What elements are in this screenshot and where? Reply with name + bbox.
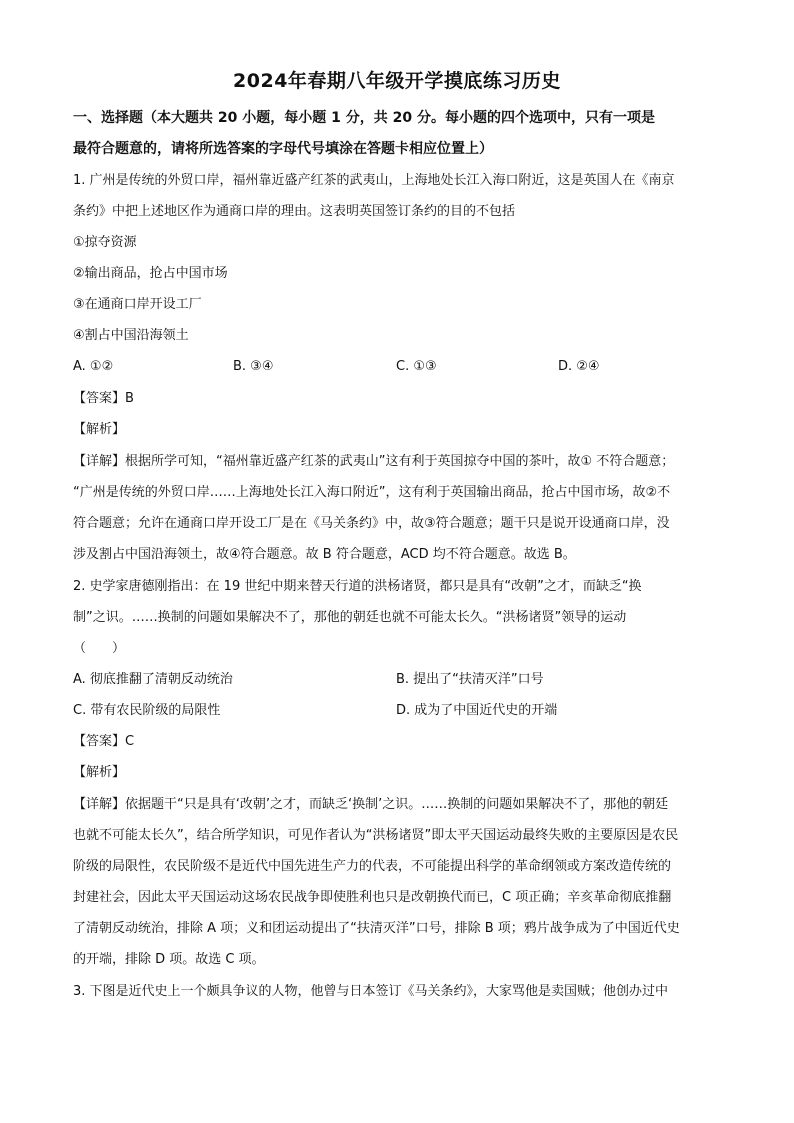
q2-answer: 【答案】C [73, 734, 135, 749]
q2-detail-line-1: 【详解】依据题干“只是具有‘改朝’之才，而缺乏‘换制’之识。……换制的问题如果解决不了，那他的朝廷 [73, 797, 669, 812]
q2-stem-line-3: （ ） [73, 641, 126, 656]
q1-detail-line-3: 符合题意；允许在通商口岸开设工厂是在《马关条约》中，故③符合题意；题干只是说开设通商口岸，没 [73, 516, 670, 531]
q2-stem-line-1: 2. 史学家唐德刚指出：在 19 世纪中期来替天行道的洪杨诸贤，都只是具有“改朝”之才，而缺乏“换 [73, 579, 642, 594]
q2-detail-line-3: 阶级的局限性，农民阶级不是近代中国先进生产力的代表，不可能提出科学的革命纲领或方案改造传统的 [73, 859, 672, 874]
q1-stem-line-2: 条约》中把上述地区作为通商口岸的理由。这表明英国签订条约的目的不包括 [73, 204, 516, 219]
q3-stem-line-1: 3. 下图是近代史上一个颇具争议的人物，他曾与日本签订《马关条约》，大家骂他是卖国贼；他创办过中 [73, 984, 669, 999]
section-heading-line-1: 一、选择题（本大题共 20 小题，每小题 1 分，共 20 分。每小题的四个选项中，只有一项是 [73, 110, 655, 126]
q1-stem-line-1: 1. 广州是传统的外贸口岸，福州靠近盛产红茶的武夷山，上海地处长江入海口附近，这是英国人在《南京 [73, 173, 675, 188]
section-heading-line-2: 最符合题意的，请将所选答案的字母代号填涂在答题卡相应位置上） [73, 141, 493, 157]
q2-detail-line-2: 也就不可能太长久”，结合所学知识，可见作者认为“洪杨诸贤”即太平天国运动最终失败的主要原因是农民 [73, 828, 679, 843]
q1-option-d: D. ②④ [558, 359, 600, 374]
q1-detail-line-2: “广州是传统的外贸口岸……上海地处长江入海口附近”，这有利于英国输出商品，抢占中国市场，故②不 [73, 485, 671, 500]
q2-detail-line-4: 封建社会，因此太平天国运动这场农民战争即使胜利也只是改朝换代而已，C 项正确；辛亥革命彻底推翻 [73, 890, 672, 905]
q1-analysis-label: 【解析】 [73, 422, 126, 437]
q1-item-4: ④割占中国沿海领土 [73, 328, 189, 343]
page-title: 2024年春期八年级开学摸底练习历史 [233, 70, 561, 92]
q1-option-b: B. ③④ [233, 359, 274, 374]
q1-option-a: A. ①② [73, 359, 114, 374]
q1-item-3: ③在通商口岸开设工厂 [73, 297, 202, 312]
q1-detail-line-4: 涉及割占中国沿海领土，故④符合题意。故 B 符合题意，ACD 均不符合题意。故选 B。 [73, 547, 576, 562]
q1-option-c: C. ①③ [396, 359, 437, 374]
q2-detail-line-6: 的开端，排除 D 项。故选 C 项。 [73, 952, 265, 967]
q2-option-b: B. 提出了“扶清灭洋”口号 [396, 672, 544, 687]
q2-option-c: C. 带有农民阶级的局限性 [73, 703, 221, 718]
q1-item-2: ②输出商品，抢占中国市场 [73, 266, 228, 281]
q2-detail-line-5: 了清朝反动统治，排除 A 项；义和团运动提出了“扶清灭洋”口号，排除 B 项；鸦片战争成为了中国近代史 [73, 921, 680, 936]
q2-stem-line-2: 制”之识。……换制的问题如果解决不了，那他的朝廷也就不可能太长久。“洪杨诸贤”领导的运动 [73, 610, 627, 625]
q1-answer: 【答案】B [73, 391, 134, 406]
q2-option-d: D. 成为了中国近代史的开端 [396, 703, 558, 718]
q1-detail-line-1: 【详解】根据所学可知，“福州靠近盛产红茶的武夷山”这有利于英国掠夺中国的茶叶，故① 不符合题意； [73, 454, 675, 469]
q2-option-a: A. 彻底推翻了清朝反动统治 [73, 672, 233, 687]
q1-item-1: ①掠夺资源 [73, 235, 137, 250]
q2-analysis-label: 【解析】 [73, 765, 126, 780]
